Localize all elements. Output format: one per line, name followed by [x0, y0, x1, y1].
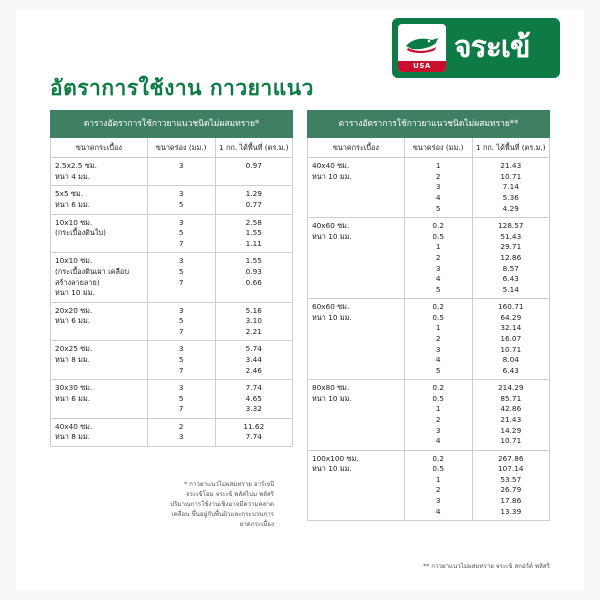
table-left-grid — [50, 138, 293, 447]
table-row — [51, 418, 293, 446]
page-title: อัตราการใช้งาน กาวยาแนว — [50, 76, 314, 100]
table-row — [51, 253, 293, 302]
table-row — [308, 450, 550, 520]
cell-tile: 40x60 ซม. หนา 10 มม. — [308, 218, 405, 299]
crocodile-icon — [402, 28, 442, 56]
cell-tile: 5x5 ซม. หนา 6 มม. — [51, 186, 148, 214]
cell-areas: 5.74 3.44 2.46 — [215, 341, 292, 380]
col-tile-size: ขนาดกระเบื้อง — [51, 138, 148, 158]
table-right-header: ตารางอัตราการใช้กาวยาแนวชนิดไม่ผสมทราย** — [307, 110, 550, 138]
cell-gaps: 0.2 0.5 1 2 3 4 5 — [404, 218, 472, 299]
cell-areas: 1.55 0.93 0.66 — [215, 253, 292, 302]
cell-gaps: 3 5 7 — [147, 302, 215, 341]
table-row — [51, 214, 293, 253]
table-left — [50, 110, 293, 521]
cell-tile: 30x30 ซม. หนา 6 มม. — [51, 380, 148, 419]
table-row — [308, 158, 550, 218]
table-right-grid — [307, 138, 550, 521]
cell-tile: 2.5x2.5 ซม. หนา 4 มม. — [51, 158, 148, 186]
crocodile-badge-icon — [398, 24, 446, 72]
cell-areas: 11.62 7.74 — [215, 418, 292, 446]
footnote-right: ** กาวยาแนวไม่ผสมทราย จระเข้ สกอร์ด์ พลัสริ — [423, 563, 550, 571]
cell-gaps: 0.2 0.5 1 2 3 4 — [404, 450, 472, 520]
cell-gaps: 3 — [147, 158, 215, 186]
cell-areas: 21.43 10.71 7.14 5.36 4.29 — [472, 158, 549, 218]
col-gap-size: ขนาดร่อง (มม.) — [147, 138, 215, 158]
footnote-left: * กาวยาแนวไม่ผสมทราย อาร์เจบี จระเข้โฮม จระเข้ พลัสไบ่ม พลัสริ ปริมาณการใช้งานเชิงอาจมีความคลาดเคลื่อน ขึ้นอยู่กับพื้นผิวและกระบวนการยาดกระเบื้อง — [170, 481, 274, 528]
cell-gaps: 2 3 — [147, 418, 215, 446]
cell-tile: 20x25 ซม. หนา 8 มม. — [51, 341, 148, 380]
col-tile-size: ขนาดกระเบื้อง — [308, 138, 405, 158]
table-row — [308, 218, 550, 299]
cell-areas: 160.71 64.29 32.14 16.07 10.71 8.04 6.43 — [472, 299, 549, 380]
cell-areas: 214.29 85.71 42.86 21.43 14.29 10.71 — [472, 380, 549, 450]
cell-gaps: 3 5 — [147, 186, 215, 214]
cell-tile: 20x20 ซม. หนา 6 มม. — [51, 302, 148, 341]
cell-areas: 1.29 0.77 — [215, 186, 292, 214]
table-row — [308, 380, 550, 450]
table-row — [51, 158, 293, 186]
cell-tile: 10x10 ซม. (กระเบื้องดินใบ) — [51, 214, 148, 253]
cell-tile: 40x40 ซม. หนา 8 มม. — [51, 418, 148, 446]
brand-logo — [392, 18, 560, 78]
table-row — [51, 302, 293, 341]
col-gap-size: ขนาดร่อง (มม.) — [404, 138, 472, 158]
table-row — [308, 299, 550, 380]
table-left-header: ตารางอัตราการใช้กาวยาแนวชนิดไม่ผสมทราย* — [50, 110, 293, 138]
cell-areas: 2.58 1.55 1.11 — [215, 214, 292, 253]
document-canvas — [16, 10, 584, 590]
cell-areas: 0.97 — [215, 158, 292, 186]
cell-tile: 40x40 ซม. หนา 10 มม. — [308, 158, 405, 218]
cell-areas: 128.57 51.43 29.71 12.86 8.57 6.43 5.14 — [472, 218, 549, 299]
table-row — [51, 341, 293, 380]
table-row — [51, 380, 293, 419]
cell-gaps: 3 5 7 — [147, 341, 215, 380]
table-row — [51, 186, 293, 214]
tables-container — [50, 110, 550, 521]
cell-gaps: 0.2 0.5 1 2 3 4 — [404, 380, 472, 450]
usa-badge-label: USA — [398, 61, 446, 72]
cell-areas: 267.86 107.14 53.57 26.79 17.86 13.39 — [472, 450, 549, 520]
cell-areas: 5.16 3.10 2.21 — [215, 302, 292, 341]
cell-areas: 7.74 4.65 3.32 — [215, 380, 292, 419]
cell-gaps: 3 5 7 — [147, 214, 215, 253]
table-left-column-headers — [51, 138, 293, 158]
col-coverage: 1 กก. ได้พื้นที่ (ตร.ม.) — [215, 138, 292, 158]
col-coverage: 1 กก. ได้พื้นที่ (ตร.ม.) — [472, 138, 549, 158]
cell-tile: 80x80 ซม. หนา 10 มม. — [308, 380, 405, 450]
cell-gaps: 3 5 7 — [147, 253, 215, 302]
cell-tile: 10x10 ซม. (กระเบื้องดินเผา เคลือบสร้างลายลาย) หนา 10 มม. — [51, 253, 148, 302]
cell-gaps: 0.2 0.5 1 2 3 4 5 — [404, 299, 472, 380]
table-right — [307, 110, 550, 521]
cell-gaps: 1 2 3 4 5 — [404, 158, 472, 218]
cell-gaps: 3 5 7 — [147, 380, 215, 419]
cell-tile: 60x60 ซม. หนา 10 มม. — [308, 299, 405, 380]
table-right-column-headers — [308, 138, 550, 158]
cell-tile: 100x100 ซม. หนา 10 มม. — [308, 450, 405, 520]
brand-name: จระเข้ — [454, 30, 530, 65]
